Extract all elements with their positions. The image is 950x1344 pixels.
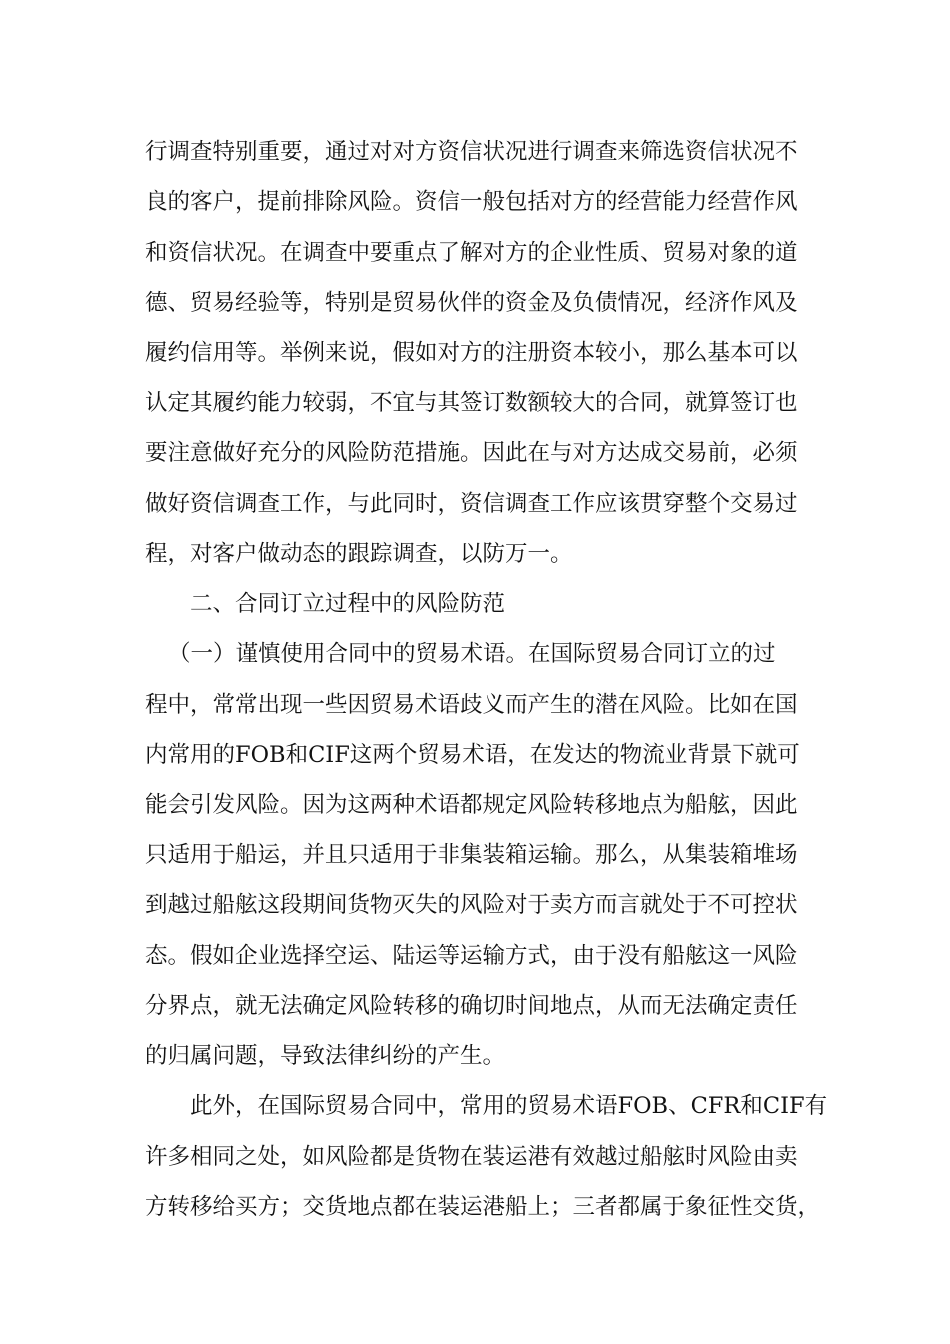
paragraph-line: 德、贸易经验等，特别是贸易伙伴的资金及负债情况，经济作风及: [145, 290, 798, 316]
paragraph-line: 认定其履约能力较弱，不宜与其签订数额较大的合同，就算签订也: [145, 390, 798, 416]
paragraph-line: 方转移给买方；交货地点都在装运港船上；三者都属于象征性交货，: [145, 1194, 821, 1220]
paragraph-line: 的归属问题，导致法律纠纷的产生。: [145, 1043, 506, 1069]
paragraph-line: 程中，常常出现一些因贸易术语歧义而产生的潜在风险。比如在国: [145, 692, 798, 718]
section-heading: 二、合同订立过程中的风险防范: [190, 591, 506, 617]
paragraph-line: 能会引发风险。因为这两种术语都规定风险转移地点为船舷，因此: [145, 792, 798, 818]
paragraph-line: 良的客户，提前排除风险。资信一般包括对方的经营能力经营作风: [145, 189, 798, 215]
paragraph-line: 态。假如企业选择空运、陆运等运输方式，由于没有船舷这一风险: [145, 943, 798, 969]
paragraph-line: 许多相同之处，如风险都是货物在装运港有效越过船舷时风险由卖: [145, 1144, 798, 1170]
paragraph-line: 和资信状况。在调查中要重点了解对方的企业性质、贸易对象的道: [145, 240, 798, 266]
paragraph-line: 要注意做好充分的风险防范措施。因此在与对方达成交易前，必须: [145, 440, 798, 466]
paragraph-line: 内常用的FOB和CIF这两个贸易术语，在发达的物流业背景下就可: [145, 742, 800, 768]
paragraph-line: 程，对客户做动态的跟踪调查，以防万一。: [145, 541, 573, 567]
paragraph-line: 行调查特别重要，通过对对方资信状况进行调查来筛选资信状况不: [145, 139, 798, 165]
paragraph-line: 只适用于船运，并且只适用于非集装箱运输。那么，从集装箱堆场: [145, 842, 798, 868]
paragraph-line: 分界点，就无法确定风险转移的确切时间地点，从而无法确定责任: [145, 993, 798, 1019]
paragraph-line: 此外，在国际贸易合同中，常用的贸易术语FOB、CFR和CIF有: [190, 1093, 828, 1119]
paragraph-line: 到越过船舷这段期间货物灭失的风险对于卖方而言就处于不可控状: [145, 892, 798, 918]
paragraph-line: （一）谨慎使用合同中的贸易术语。在国际贸易合同订立的过: [168, 641, 776, 667]
paragraph-line: 履约信用等。举例来说，假如对方的注册资本较小，那么基本可以: [145, 340, 798, 366]
paragraph-line: 做好资信调查工作，与此同时，资信调查工作应该贯穿整个交易过: [145, 491, 798, 517]
